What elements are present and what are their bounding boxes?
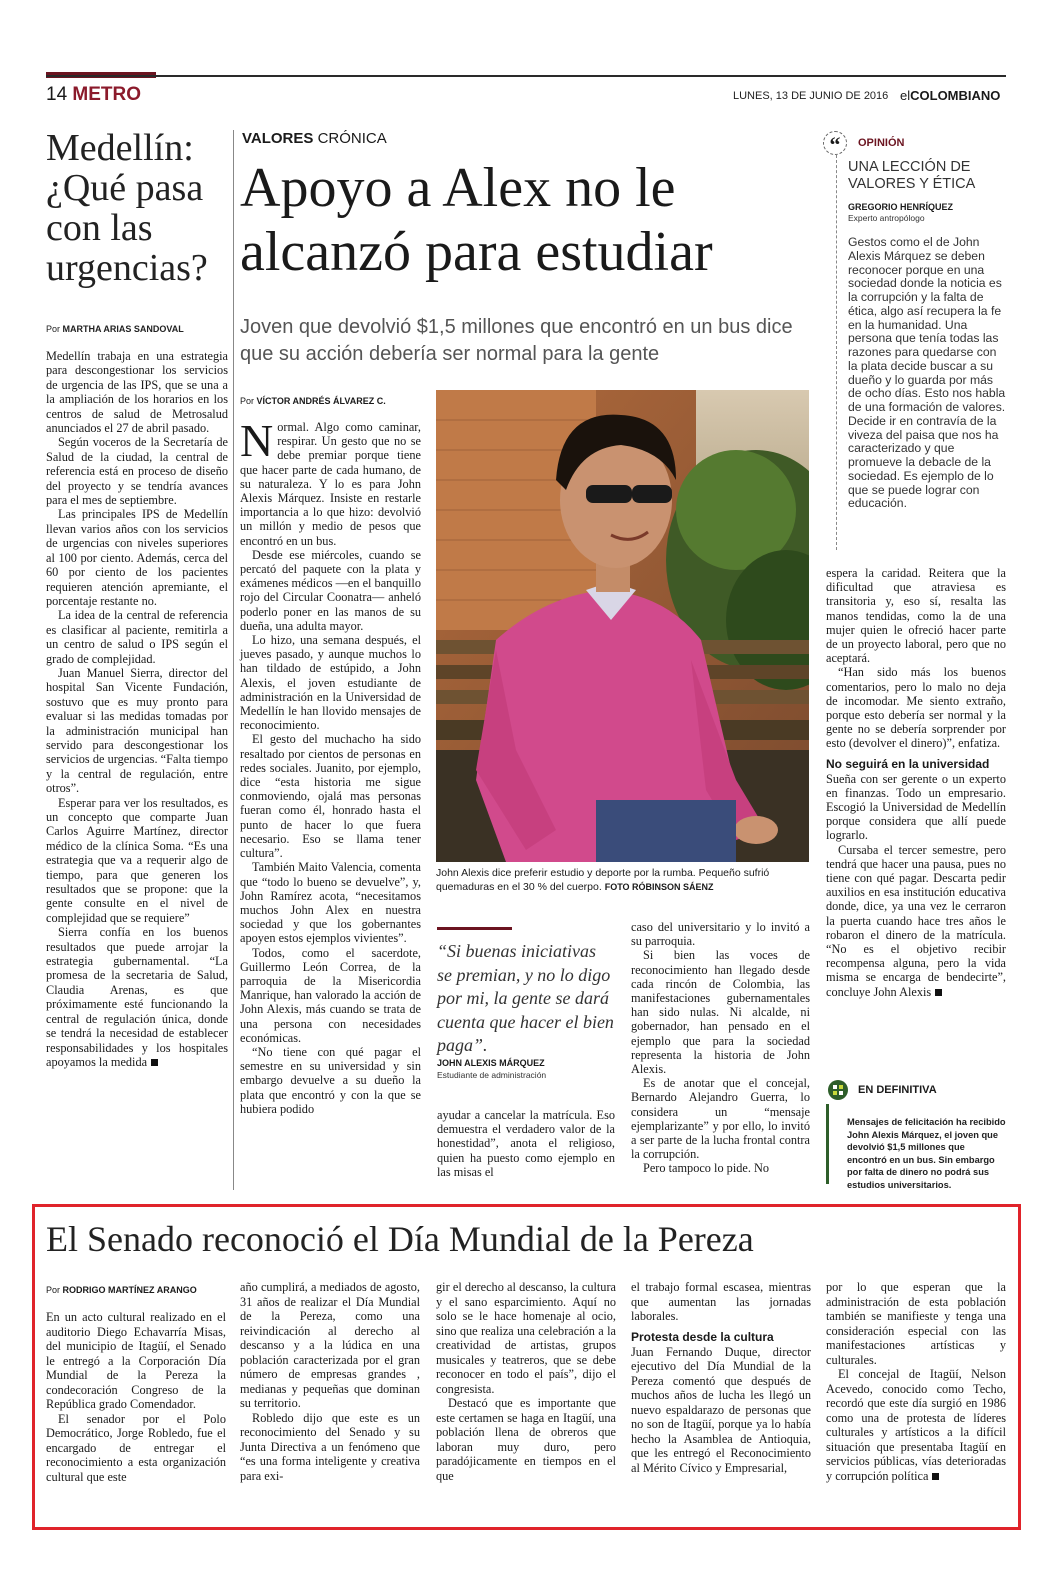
end-mark-icon [151,1059,158,1066]
paragraph: gir el derecho al descanso, la cultura y el sano esparcimiento. Aquí no solo se le hace homenaje al ocio, sino que realiza una celebración a la creatividad de artistas, grupos musicales y teatreros, que se debe reconocer en todo el país”, dijo el congresista. [436,1280,616,1396]
paragraph: Pero tampoco lo pide. No [643,1161,770,1176]
paragraph: Es de anotar que el concejal, Bernardo Alejandro Guerra, lo considera un “mensaje ejemplarizante” y por ello, lo invitó a ser parte de la lucha frontal contra la corrupción. [631,1076,810,1162]
page-number: 14 METRO [46,84,142,105]
photo-credit: FOTO RÓBINSON SÁENZ [604,882,714,892]
pull-quote: “Si buenas iniciativas se premian, y no lo digo por mi, la gente se dará cuenta que hacer el bien paga”. [437,941,614,1055]
article-photo [436,390,809,862]
paragraph: Si bien las voces de reconocimiento han llegado desde cada rincón de Colombia, las manifestaciones gubernamentales han sido nulas. Ni alcalde, ni gobernador, han pensado en el ejemplo que para la sociedad representa la historia de John Alexis. [631,948,810,1077]
bottom-article-headline: El Senado reconoció el Día Mundial de la Pereza [46,1219,754,1259]
opinion-border [836,150,837,550]
main-byline: Por VÍCTOR ANDRÉS ÁLVAREZ C. [240,396,386,406]
paragraph: Todos, como el sacerdote, Guillermo León Correa, de la parroquia de la Misericordia Manrique, han valorado la acción de John Alexis, más cuando se trata de una persona con necesidades económicas. [240,945,421,1045]
bottom-column-5 [826,1280,1006,1483]
quote-author-role: Estudiante de administración [437,1070,547,1080]
paragraph: el trabajo formal escasea, mientras que aumentan las jornadas laborales. [631,1280,811,1323]
paragraph: Desde ese miércoles, cuando se percató del paquete con la plata y exámenes médicos —en el banquillo rojo del Circular Coonatra— anheló poderlo poner en las manos de su dueña, una adulta mayor. [240,547,421,633]
paragraph: El concejal de Itagüí, Nelson Acevedo, conocido como Techo, recordó que este día surgió en 1986 como una de protesta de líderes culturales y artísticos a la difícil situación que presentaba Itagüí en servicios públicas, vías deterioradas y corrupción política [826,1367,1006,1483]
main-article-column-1 [240,415,421,1116]
bottom-column-1 [46,1310,226,1484]
paragraph: Juan Manuel Sierra, director del hospital San Vicente Fundación, sostuvo que es muy pronto para evaluar si las medidas tomadas por la administración municipal han servido para descongestionar los servicios de urgencias. “Falta tiempo y la central de regulación, entre otros”. [46,665,228,796]
opinion-author-role: Experto antropólogo [848,213,925,223]
paragraph: El gesto del muchacho ha sido resaltado por cientos de personas en redes sociales. Juanito, por ejemplo, dice “esta historia me sigue conmoviendo, ojalá mas personas fueran como él, honrado hasta el punto de hacer lo que fuera necesario. Eso se llama tener cultura”. [240,732,421,861]
paragraph: La idea de la central de referencia es clasificar al paciente, remitirla a un centro de salud o IPS según el grado de complejidad. [46,608,228,666]
checker-icon [828,1080,848,1100]
end-mark-icon [935,989,942,996]
opinion-author: GREGORIO HENRÍQUEZ [848,202,954,212]
en-definitiva-box: Mensajes de felicitación ha recibido John Alexis Márquez, el joven que devolvió $1,5 millones que encontró en un bus. Sin embargo por falta de dinero no podrá sus estudios universitarios. [826,1104,1006,1184]
bottom-column-3 [436,1280,616,1483]
paragraph: Sueña con ser gerente o un experto en finanzas. Todo un empresario. Escogió la Universidad de Medellín porque considera que allí puede lograrlo. [826,771,1006,843]
main-article-column-2-tail: ayudar a cancelar la matrícula. Eso demuestra el verdadero valor de la honestidad”, anota el religioso, quien ha puesto como ejemplo en las misas el [437,1108,615,1179]
paragraph: Medellín trabaja en una estrategia para descongestionar los servicios de urgencia de las IPS, que se una a la ampliación de los horarios en los centros de salud de Metrosalud anunciados el 27 de abril pasado. [46,349,228,436]
paragraph: Según voceros de la Secretaría de Salud de la ciudad, la central de referencia está en proceso de diseño del proyecto y se tendría avances para el mes de septiembre. [46,435,228,508]
paragraph: Robledo dijo que este es un reconocimiento del Senado y su Junta Directiva a un fenómeno que “es una forma inteligente y creativa para exi- [240,1410,420,1483]
drop-cap: N [240,415,274,466]
bottom-article-byline: Por RODRIGO MARTÍNEZ ARANGO [46,1285,197,1295]
subhead: Protesta desde la cultura [631,1329,774,1344]
paragraph: También Maito Valencia, comenta que “todo lo bueno se devuelve”, y, John Ramírez acota, “necesitamos muchos John Alex en nuestra sociedad y que los gobernantes apoyen estos ejemplos vivientes”. [240,860,421,946]
main-article-column-4 [826,566,1006,999]
quote-author: JOHN ALEXIS MÁRQUEZ [437,1058,545,1068]
opinion-body: Gestos como el de John Alexis Márquez se deben reconocer porque en una sociedad donde la noticia es la corrupción y la falta de ética, algo así recupera la fe en la humanidad. Una persona que tenía todas las razones para quedarse con la plata decide buscar a su dueño y lo guarda por más de ocho días. Esto nos habla de una formación de valores. Decide ir en contravía de la viveza del paisa que nos ha caracterizado y que promueve la debacle de la sociedad. Es ejemplo de lo que se puede lograr con educación. [848,235,1006,511]
paragraph: El senador por el Polo Democrático, Jorge Robledo, fue el encargado de entregar el reconocimiento a esta organización cultural que este [46,1411,226,1484]
paragraph: Lo hizo, una semana después, el jueves pasado, y aunque muchos lo han tildado de estúpido, a John Alexis, el joven estudiante de administración en la Universidad de Medellín le han llovido mensajes de reconocimiento. [240,633,421,733]
photo-caption: John Alexis dice preferir estudio y deporte por la rumba. Pequeño sufrió quemaduras en el 30 % del cuerpo. FOTO RÓBINSON SÁENZ [436,867,770,893]
left-article-byline: Por MARTHA ARIAS SANDOVAL [46,324,184,334]
paragraph: por lo que esperan que la administración de esta población también se manifieste y tenga una consideración especial con las manifestaciones artísticas y culturales. [826,1280,1006,1367]
paragraph: En un acto cultural realizado en el auditorio Diego Echavarría Misas, del municipio de Itagüí, el Senado le entregó a la Corporación Día Mundial de la Pereza la condecoración Congreso de la República grado Comendador. [46,1310,226,1411]
main-article-column-3 [631,920,810,1176]
paragraph: espera la caridad. Reitera que la dificultad que atraviesa es transitoria y, eso sí, resalta las manos tendidas, como la de una mujer quien le ofreció hacer parte de un proyecto laboral, pero que no aceptará. [826,566,1006,666]
section-label: VALORES CRÓNICA [242,130,387,147]
paragraph: Cursaba el tercer semestre, pero tendrá que hacer una pausa, pues no tiene con qué pagar. Descarta pedir auxilios en esa institución educativa donde, dice, ya una vez le cerraron la puerta cuando hace tres años le robaron el dinero de la matrícula. “No es el objetivo recibir recompensa alguna, pero la vida misma se encarga de bendecirte”, concluye John Alexis [826,842,1006,999]
portrait-illustration [436,390,809,862]
paragraph: año cumplirá, a mediados de agosto, 31 años de realizar el Día Mundial de la Pereza, como una reivindicación al derecho al descanso y a la lúdica en una población caracterizada por el gran número de empresas grandes , medianas y pequeñas que dominan su territorio. [240,1280,420,1410]
main-headline: Apoyo a Alex no le alcanzó para estudiar [240,157,713,283]
quote-mark-icon: “ [823,131,847,155]
header-date: LUNES, 13 DE JUNIO DE 2016 [733,90,889,102]
paragraph: Destacó que es importante que este certamen se haga en Itagüí, una población llena de obreros que laboran muy duro, pero paradójicamente en tiempos en el que [436,1396,616,1483]
left-article-body [46,349,228,1069]
subhead: No seguirá en la universidad [826,756,990,771]
header-rule [46,75,1006,77]
en-definitiva-label: EN DEFINITIVA [858,1084,937,1096]
paragraph: Esperar para ver los resultados, es un concepto que comparte Juan Carlos Aguirre Martínez, director médico de la clínica Soma. “Es una estrategia que va a requerir algo de tiempo, para que generen los resultados que se propone: que la gente consulte en el nivel de complejidad que se requiere” [46,795,228,925]
main-subheadline: Joven que devolvió $1,5 millones que encontró en un bus dice que su acción debería ser normal para la gente [240,316,793,365]
bottom-column-2 [240,1280,420,1483]
bottom-column-4 [631,1280,811,1475]
section-name: METRO [72,84,142,105]
brand-logo: elCOLOMBIANO [900,88,1001,103]
opinion-label: OPINIÓN [858,137,905,149]
left-article-title: Medellín: ¿Qué pasa con las urgencias? [46,127,208,289]
paragraph: Las principales IPS de Medellín llevan varios años con los servicios de urgencias con niveles superiores al 100 por ciento. Además, cerca del 60 por ciento de los pacientes requieren atención apremiante, el porcentaje restante no. [46,507,228,608]
opinion-title: UNA LECCIÓN DE VALORES Y ÉTICA [848,159,976,192]
paragraph: Sierra confía en los buenos resultados que puede arrojar la estrategia gubernamental. “La promesa de la secretaria de Salud, Claudia Arenas, es que próximamente esté funcionando la central de regulación única, donde se tendrá la necesidad de establecer responsabilidades y los hospitales apoyamos la medida [46,925,228,1069]
quote-rule [437,927,512,930]
paragraph: Juan Fernando Duque, director ejecutivo del Día Mundial de la Pereza comentó que después de muchos años de lucha les llegó un nuevo espaldarazo de personas que no son de Itagüí, porque ya lo había hecho la Asamblea de Antioquia, que les entregó el Reconocimiento al Mérito Cívico y Empresarial, [631,1344,811,1475]
paragraph: “No tiene con qué pagar el semestre en su universidad y sin embargo devuelve a su dueño la plata que encontró y con la que se hubiera podido [240,1044,421,1116]
paragraph: caso del universitario y lo invitó a su parroquia. [631,920,810,949]
paragraph: “Han sido más los buenos comentarios, pero lo malo no deja de incomodar. Me siento extraño, porque esto debería ser normal y la gente no se debería sorprender por esto (devolver el dinero)”, enfatiza. [826,665,1006,751]
column-divider [233,130,234,1190]
paragraph: Normal. Algo como caminar, respirar. Un gesto que no se debe premiar porque tiene que hacer parte de cada humano, de su naturaleza. Y lo es para John Alexis Márquez. Insiste en restarle importancia a lo que hizo: devolvió un millón y medio de pesos que encontró en un bus. [240,415,421,548]
end-mark-icon [932,1473,939,1480]
